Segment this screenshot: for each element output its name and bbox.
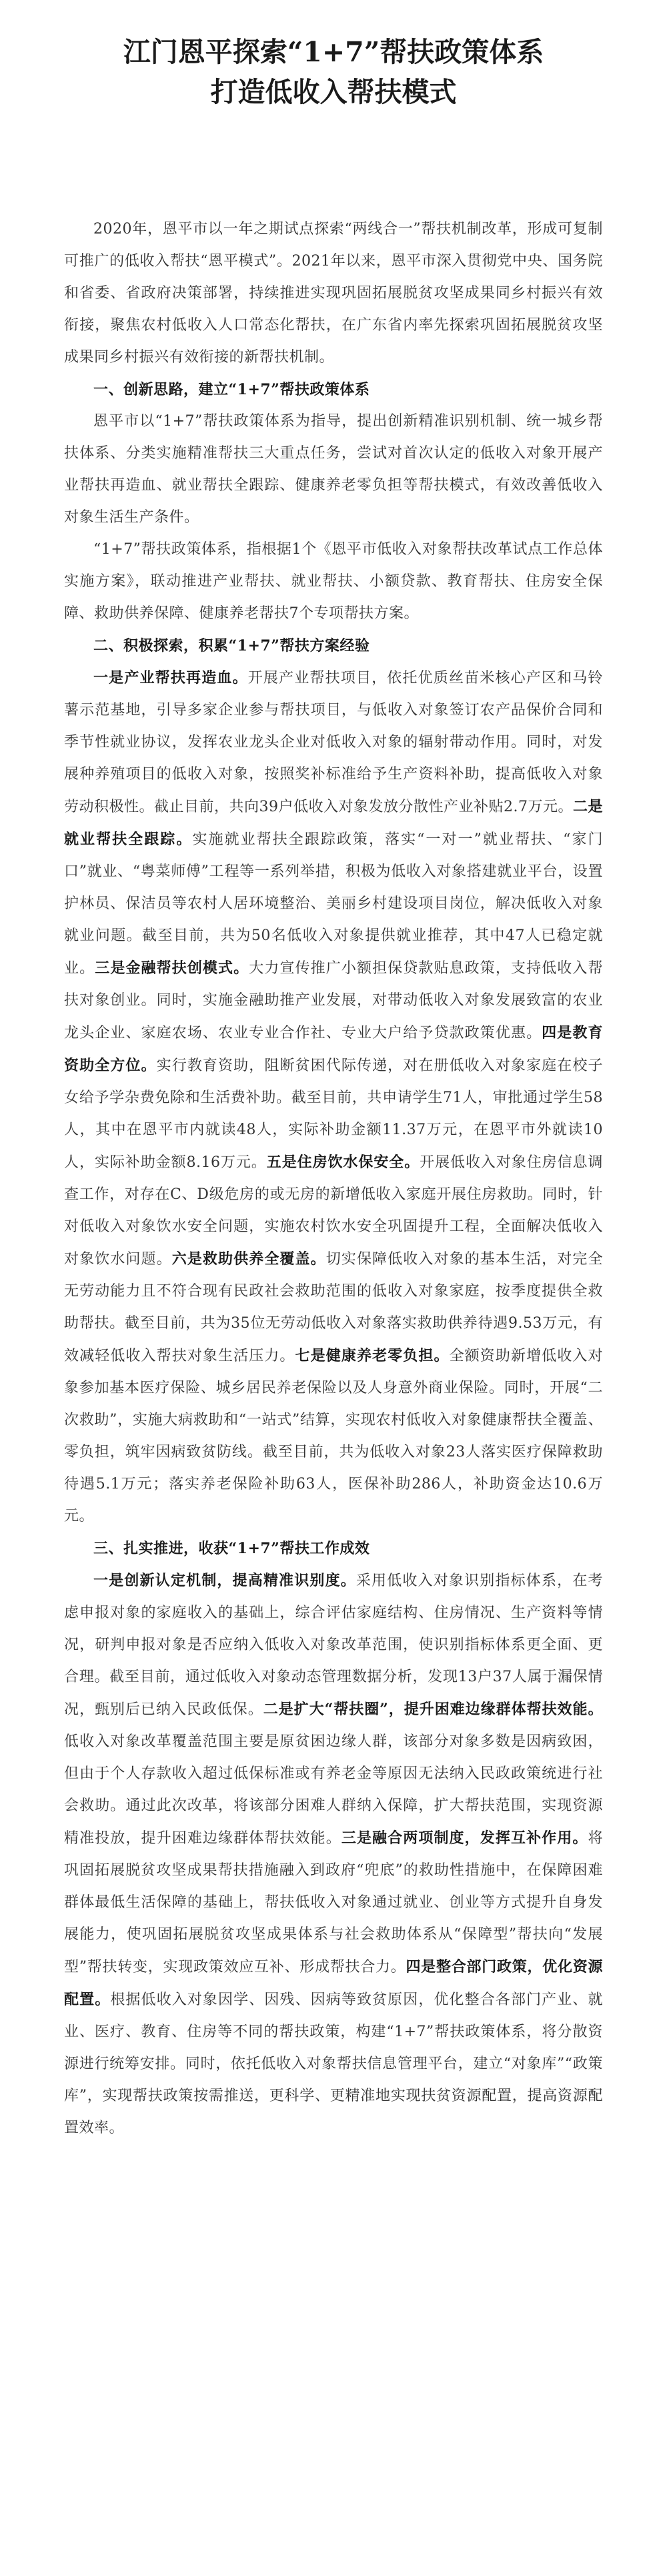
text-run: 实施就业帮扶全跟踪政策，落实“一对一”就业帮扶、“家门口”就业、“粤菜师傅”工程等一系列举措，积极为低收入对象搭建就业平台，设置护林员、保洁员等农村人居环境整治、美丽乡村建设项目岗位，解决低收入对象就业问题。截至目前，共为50名低收入对象提供就业推荐，其中47人已稳定就业。 <box>64 831 603 977</box>
text-run: 采用低收入对象识别指标体系，在考虑申报对象的家庭收入的基础上，综合评估家庭结构、住房情况、生产资料等情况，研判申报对象是否应纳入低收入对象改革范围，使识别指标体系更全面、更合理。截至目前，通过低收入对象动态管理数据分析，发现13户37人属于漏保情况，甄别后已纳入民政低保。 <box>64 1573 603 1718</box>
text-run: 二、积极探索，积累“1+7”帮扶方案经验 <box>93 637 370 655</box>
section-heading <box>64 630 603 662</box>
text-run: 三、扎实推进，收获“1+7”帮扶工作成效 <box>93 1540 370 1557</box>
text-run: 低收入对象改革覆盖范围主要是原贫困边缘人群，该部分对象多数是因病致困，但由于个人存款收入超过低保标准或有养老金等原因无法纳入民政政策统进行社会救助。通过此次改革，将该部分困难人群纳入保障，扩大帮扶范围，实现资源精准投放，提升困难边缘群体帮扶效能。 <box>64 1733 603 1847</box>
bold-lead-phrase: 六是救助供养全覆盖。 <box>171 1250 326 1268</box>
bold-lead-phrase: 三是融合两项制度，发挥互补作用。 <box>341 1829 588 1847</box>
body-paragraph <box>64 406 603 534</box>
bold-lead-phrase: 五是住房饮水保安全。 <box>266 1154 420 1171</box>
text-run: “1+7”帮扶政策体系，指根据1个《恩平市低收入对象帮扶改革试点工作总体实施方案》，联动推进产业帮扶、就业帮扶、小额贷款、教育帮扶、住房安全保障、救助供养保障、健康养老帮扶7个专项帮扶方案。 <box>64 541 603 622</box>
text-run: 根据低收入对象因学、因残、因病等致贫原因，优化整合各部门产业、就业、医疗、教育、住房等不同的帮扶政策，构建“1+7”帮扶政策体系，将分散资源进行统筹安排。同时，依托低收入对象帮扶信息管理平台，建立“对象库”“政策库”，实现帮扶政策按需推送，更科学、更精准地实现扶贫资源配置，提高资源配置效率。 <box>64 1992 603 2136</box>
bold-lead-phrase: 一是创新认定机制，提高精准识别度。 <box>93 1572 356 1589</box>
section-heading <box>64 374 603 406</box>
bold-lead-phrase: 二是扩大“帮扶圈”，提升困难边缘群体帮扶效能。 <box>263 1701 603 1718</box>
bold-lead-phrase: 一是产业帮扶再造血。 <box>93 669 248 687</box>
bold-lead-phrase: 四是教育资助全方位。 <box>64 1024 603 1074</box>
body-paragraph <box>64 662 603 1533</box>
title-line-1: 江门恩平探索“1+7”帮扶政策体系 <box>123 36 544 68</box>
text-run: 全额资助新增低收入对象参加基本医疗保险、城乡居民养老保险以及人身意外商业保险。同时，开展“二次救助”，实施大病救助和“一站式”结算，实现农村低收入对象健康帮扶全覆盖、零负担，筑牢因病致贫防线。截至目前，共为低收入对象23人落实医疗保障救助待遇5.1万元；落实养老保险补助63人，医保补助286人，补助资金达10.6万元。 <box>64 1348 603 1525</box>
body-paragraph <box>64 534 603 630</box>
article-title <box>64 32 603 112</box>
section-heading <box>64 1533 603 1565</box>
text-run: 将巩固拓展脱贫攻坚成果帮扶措施融入到政府“兜底”的救助性措施中，在保障困难群体最低生活保障的基础上，帮扶低收入对象通过就业、创业等方式提升自身发展能力，使巩固拓展脱贫攻坚成果体系与社会救助体系从“保障型”帮扶向“发展型”帮扶转变，实现政策效应互补、形成帮扶合力。 <box>64 1830 603 1976</box>
bold-lead-phrase: 四是整合部门政策，优化资源配置。 <box>64 1958 603 2008</box>
text-run: 一、创新思路，建立“1+7”帮扶政策体系 <box>93 381 370 398</box>
title-line-2: 打造低收入帮扶模式 <box>210 76 457 108</box>
bold-lead-phrase: 七是健康养老零负担。 <box>295 1347 450 1364</box>
bold-lead-phrase: 三是金融帮扶创模式。 <box>95 959 249 977</box>
body-paragraph <box>64 1565 603 2144</box>
bold-lead-phrase: 二是就业帮扶全跟踪。 <box>64 798 603 848</box>
text-run: 实行教育资助，阻断贫困代际传递，对在册低收入对象家庭在校子女给予学杂费免除和生活费补助。截至目前，共申请学生71人，审批通过学生58人，其中在恩平市内就读48人，实际补助金额11.37万元，在恩平市外就读10人，实际补助金额8.16万元。 <box>64 1057 603 1171</box>
text-run: 切实保障低收入对象的基本生活，对完全无劳动能力且不符合现有民政社会救助范围的低收入对象家庭，按季度提供全救助帮扶。截至目前，共为35位无劳动低收入对象落实救助供养待遇9.53万元，有效减轻低收入帮扶对象生活压力。 <box>64 1251 603 1364</box>
text-run: 开展低收入对象住房信息调查工作，对存在C、D级危房的或无房的新增低收入家庭开展住房救助。同时，针对低收入对象饮水安全问题，实施农村饮水安全巩固提升工程，全面解决低收入对象饮水问题。 <box>64 1154 603 1268</box>
text-run: 2020年，恩平市以一年之期试点探索“两线合一”帮扶机制改革，形成可复制可推广的低收入帮扶“恩平模式”。2021年以来，恩平市深入贯彻党中央、国务院和省委、省政府决策部署，持续推进实现巩固拓展脱贫攻坚成果同乡村振兴有效衔接，聚焦农村低收入人口常态化帮扶，在广东省内率先探索巩固拓展脱贫攻坚成果同乡村振兴有效衔接的新帮扶机制。 <box>64 221 603 366</box>
body-paragraph <box>64 213 603 374</box>
text-run: 开展产业帮扶项目，依托优质丝苗米核心产区和马铃薯示范基地，引导多家企业参与帮扶项目，与低收入对象签订农产品保价合同和季节性就业协议，发挥农业龙头企业对低收入对象的辐射带动作用。同时，对发展种养殖项目的低收入对象，按照奖补标准给予生产资料补助，提高低收入对象劳动积极性。截止目前，共向39户低收入对象发放分散性产业补贴2.7万元。 <box>64 670 603 815</box>
text-run: 恩平市以“1+7”帮扶政策体系为指导，提出创新精准识别机制、统一城乡帮扶体系、分类实施精准帮扶三大重点任务，尝试对首次认定的低收入对象开展产业帮扶再造血、就业帮扶全跟踪、健康养老零负担等帮扶模式，有效改善低收入对象生活生产条件。 <box>64 413 603 526</box>
text-run: 大力宣传推广小额担保贷款贴息政策，支持低收入帮扶对象创业。同时，实施金融助推产业发展，对带动低收入对象发展致富的农业龙头企业、家庭农场、农业专业合作社、专业大户给予贷款政策优惠。 <box>64 960 603 1041</box>
article-body <box>64 213 603 2144</box>
